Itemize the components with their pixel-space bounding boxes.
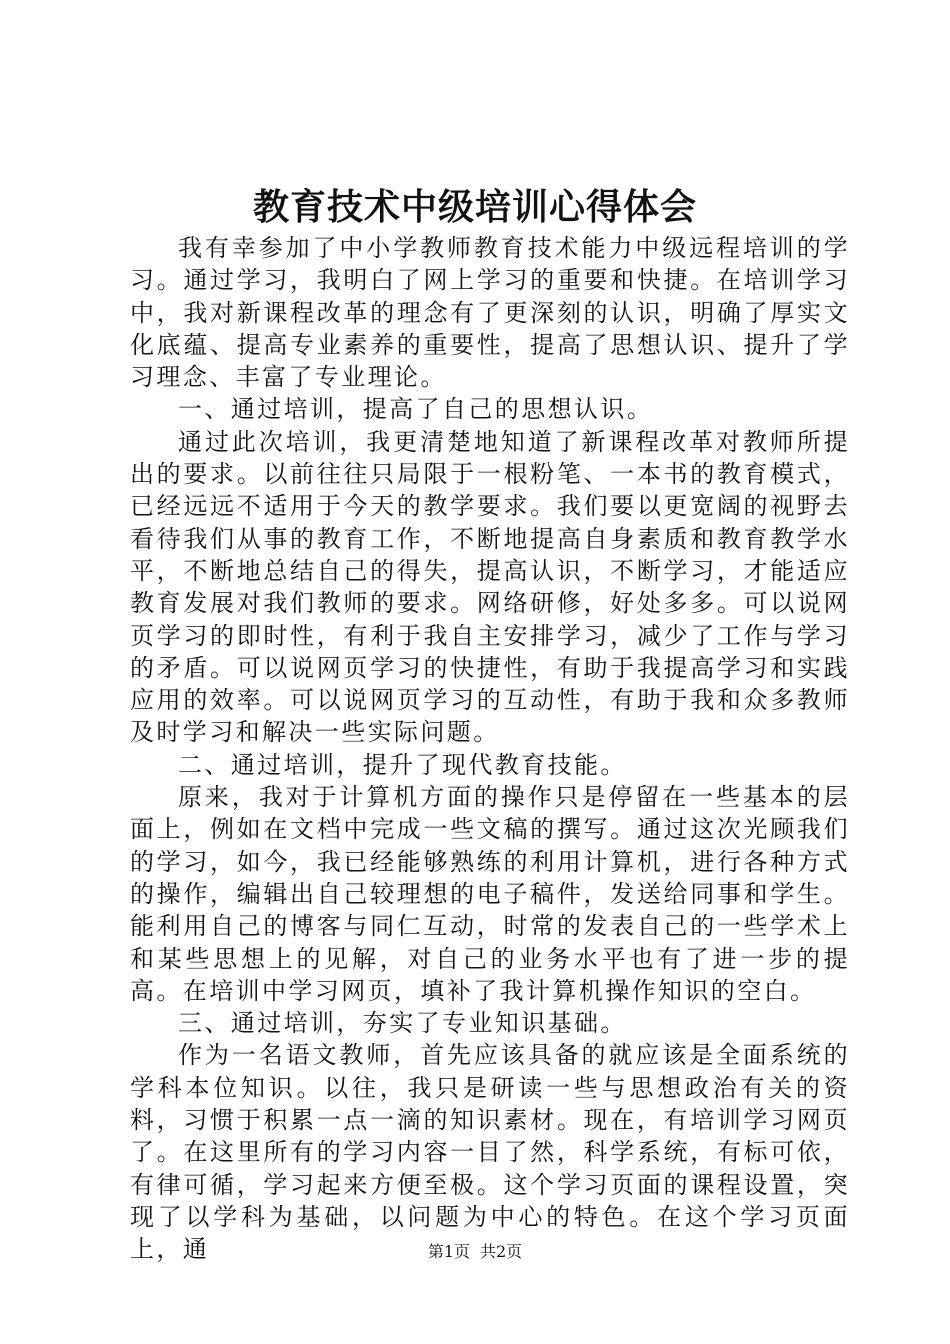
- document-body: [130, 232, 850, 1266]
- paragraph-section-1: 通过此次培训，我更清楚地知道了新课程改革对教师所提出的要求。以前往往只局限于一根粉笔、一本书的教育模式，已经远远不适用于今天的教学要求。我们要以更宽阔的视野去看待我们从事的教育工作，不断地提高自身素质和教育教学水平，不断地总结自己的得失，提高认识，不断学习，才能适应教育发展对我们教师的要求。网络研修，好处多多。可以说网页学习的即时性，有利于我自主安排学习，减少了工作与学习的矛盾。可以说网页学习的快捷性，有助于我提高学习和实践应用的效率。可以说网页学习的互动性，有助于我和众多教师及时学习和解决一些实际问题。: [130, 427, 850, 747]
- section-heading-3: 三、通过培训，夯实了专业知识基础。: [178, 1009, 627, 1038]
- section-heading-2: 二、通过培训，提升了现代教育技能。: [178, 750, 627, 779]
- page-number: 第1页: [427, 1242, 470, 1261]
- page-footer: [0, 1240, 950, 1264]
- paragraph-intro: 我有幸参加了中小学教师教育技术能力中级远程培训的学习。通过学习，我明白了网上学习的重要和快捷。在培训学习中，我对新课程改革的理念有了更深刻的认识，明确了厚实文化底蕴、提高专业素养的重要性，提高了思想认识、提升了学习理念、丰富了专业理论。: [130, 234, 850, 392]
- section-heading-1: 一、通过培训，提高了自己的思想认识。: [178, 395, 654, 424]
- document-title: 教育技术中级培训心得体会: [252, 186, 697, 228]
- page-total: 共2页: [480, 1242, 523, 1261]
- paragraph-section-3: 作为一名语文教师，首先应该具备的就应该是全面系统的学科本位知识。以往，我只是研读一些与思想政治有关的资料，习惯于积累一点一滴的知识素材。现在，有培训学习网页了。在这里所有的学习内容一目了然，科学系统，有标可依，有律可循，学习起来方便至极。这个学习页面的课程设置，突现了以学科为基础，以问题为中心的特色。在这个学习页面上，通: [130, 1041, 850, 1264]
- paragraph-section-2: 原来，我对于计算机方面的操作只是停留在一些基本的层面上，例如在文档中完成一些文稿的撰写。通过这次光顾我们的学习，如今，我已经能够熟练的利用计算机，进行各种方式的操作，编辑出自己较理想的电子稿件，发送给同事和学生。能利用自己的博客与同仁互动，时常的发表自己的一些学术上和某些思想上的见解，对自己的业务水平也有了进一步的提高。在培训中学习网页，填补了我计算机操作知识的空白。: [130, 783, 850, 1005]
